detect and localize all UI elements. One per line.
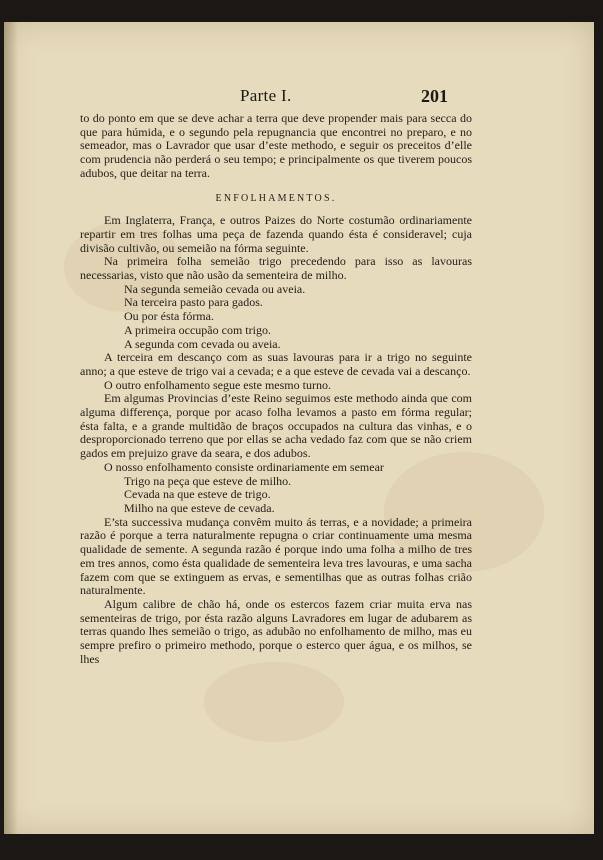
paragraph: A terceira em descanço com as suas lavouras para ir a trigo no seguinte anno; a que esteve de trigo vai a cevada; e a que esteve de cevada vai a descanço.	[80, 350, 472, 378]
page-header	[0, 86, 603, 108]
paragraph: E’sta successiva mudança convêm muito ás terras, e a novidade; a primeira razão é porque a terra naturalmente repugna o criar continuamente uma mesma qualidade de semente. A segunda razão é porque indo uma folha a milho de tres em tres annos, como ésta qualidade de sementeira leva tres lavouras, e uma sacha fazem com que se extinguem as ervas, e sementilhas que as outras folhas crião naturalmente.	[80, 514, 472, 598]
section-heading: ENFOLHAMENTOS.	[215, 192, 337, 204]
paragraph: O outro enfolhamento segue este mesmo turno.	[104, 377, 331, 392]
paragraph: Na primeira folha semeião trigo precedendo para isso as lavouras necessarias, visto que não usão da sementeira de milho.	[80, 254, 472, 283]
paragraph: Trigo na peça que esteve de milho.	[124, 473, 292, 488]
paragraph: A segunda com cevada ou aveia.	[124, 336, 281, 351]
paragraph: Cevada na que esteve de trigo.	[124, 487, 271, 502]
paragraph: Na segunda semeião cevada ou aveia.	[124, 281, 306, 296]
paragraph: A primeira occupão com trigo.	[124, 322, 271, 337]
paragraph: Na terceira pasto para gados.	[124, 295, 263, 310]
paragraph: Algum calibre de chão há, onde os estercos fazem criar muita erva nas sementeiras de trigo, por ésta razão alguns Lavradores em lugar de adubarem as terras quando lhes semeião o trigo, as adubão no enfolhamento de milho, mas eu sempre prefiro o primeiro methodo, porque o esterco quer água, e os milhos, se lhes	[80, 596, 472, 666]
running-title: Parte I.	[240, 86, 292, 105]
paragraph: to do ponto em que se deve achar a terra que deve propender mais para secca do que para húmida, e o segundo pela repugnancia que encontrei no preparo, e no semeador, mas o Lavrador que usar d’este methodo, e seguir os preceitos d’elle com prudencia não perderá o seu tempo; e principalmente os que tiverem poucos adubos, que deitar na terra.	[80, 111, 472, 180]
paragraph: Milho na que esteve de cevada.	[124, 500, 275, 515]
body-text	[80, 112, 472, 666]
paragraph: Em algumas Provincias d’este Reino seguimos este methodo ainda que com alguma differença, porque por acaso folha levamos a pasto em fórma regular; ésta falta, e a grande multidão de braços occupados na cultura das vinhas, e o desproporcionado terreno que por ellas se acha vedado faz com que se não criem gados em prejuizo grave da seara, e dos adubos.	[80, 391, 472, 461]
paper-stain	[204, 662, 344, 742]
paragraph: O nosso enfolhamento consiste ordinariamente em semear	[104, 459, 384, 474]
page-number: 201	[421, 86, 448, 106]
paragraph: Ou por ésta fórma.	[124, 309, 214, 324]
paragraph: Em Inglaterra, França, e outros Paizes do Norte costumão ordinariamente repartir em tres folhas uma peça de fazenda quando ésta é consideravel; cuja divisão cultivão, ou semeião na fórma seguinte.	[80, 213, 472, 255]
